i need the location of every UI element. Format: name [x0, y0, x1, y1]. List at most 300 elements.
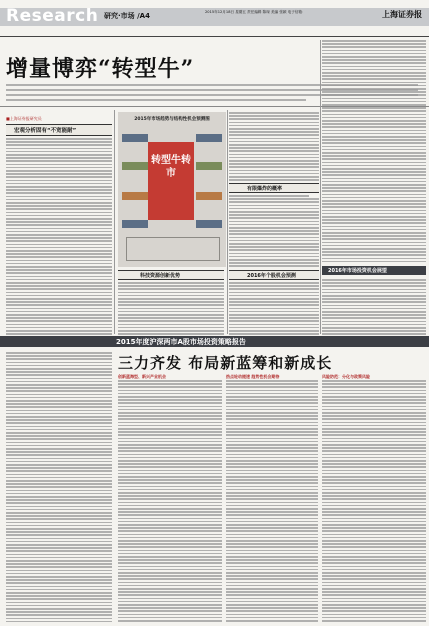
text-line — [322, 540, 426, 542]
text-line — [6, 173, 112, 175]
text-line — [322, 566, 426, 568]
text-line — [229, 134, 319, 136]
text-line — [6, 192, 112, 194]
text-line — [118, 601, 222, 603]
text-line — [6, 215, 112, 217]
infographic-center — [148, 142, 194, 220]
text-line — [118, 470, 222, 472]
text-line — [226, 505, 318, 507]
text-line — [226, 482, 318, 484]
text-line — [118, 473, 222, 475]
text-line — [6, 390, 112, 392]
text-line — [6, 324, 112, 326]
text-line — [322, 190, 426, 192]
text-line — [322, 292, 426, 294]
text-line — [118, 418, 222, 420]
text-line — [229, 221, 319, 223]
text-line — [322, 441, 426, 443]
text-line — [226, 409, 318, 411]
text-line — [6, 515, 112, 517]
text-line — [322, 492, 426, 494]
text-line — [6, 138, 112, 140]
text-line — [322, 425, 426, 427]
text-line — [322, 88, 426, 90]
text-line — [322, 279, 426, 281]
text-line — [6, 365, 112, 367]
text-line — [229, 147, 319, 149]
text-line — [322, 466, 426, 468]
text-line — [322, 261, 426, 263]
text-line — [322, 149, 426, 151]
text-line — [226, 492, 318, 494]
text-line — [6, 406, 112, 408]
text-line — [6, 480, 112, 482]
text-line — [6, 320, 112, 322]
text-line — [226, 470, 318, 472]
text-line — [229, 301, 319, 303]
text-line — [118, 543, 222, 545]
text-line — [226, 566, 318, 568]
text-line — [226, 575, 318, 577]
text-line — [322, 321, 426, 323]
text-line — [118, 546, 222, 548]
text-line — [118, 434, 222, 436]
text-line — [6, 576, 112, 578]
text-line — [226, 511, 318, 513]
text-line — [118, 298, 224, 300]
text-line — [226, 390, 318, 392]
text-line — [118, 425, 222, 427]
text-line — [6, 541, 112, 543]
text-line — [6, 362, 112, 364]
text-line — [6, 496, 112, 498]
text-line — [6, 614, 112, 616]
text-line — [226, 540, 318, 542]
text-line — [118, 527, 222, 529]
text-line — [229, 214, 319, 216]
text-line — [118, 537, 222, 539]
text-line — [229, 288, 319, 290]
text-line — [322, 386, 426, 388]
column-rule — [114, 110, 115, 334]
text-line — [6, 563, 112, 565]
text-line — [6, 464, 112, 466]
text-line — [322, 152, 426, 154]
text-line — [229, 317, 319, 319]
text-line — [118, 409, 222, 411]
text-line — [229, 141, 319, 143]
text-line — [118, 308, 224, 310]
text-line — [322, 489, 426, 491]
text-line — [118, 415, 222, 417]
text-line — [322, 56, 426, 58]
text-line — [226, 601, 318, 603]
text-line — [118, 396, 222, 398]
text-line — [226, 498, 318, 500]
page-header — [0, 0, 429, 36]
text-line — [6, 608, 112, 610]
text-line — [322, 69, 426, 71]
text-line — [322, 282, 426, 284]
text-line — [229, 125, 319, 127]
infographic-node — [196, 134, 222, 142]
text-line — [6, 490, 112, 492]
text-line — [226, 422, 318, 424]
text-line — [322, 146, 426, 148]
text-line — [322, 562, 426, 564]
text-line — [322, 486, 426, 488]
text-line — [6, 560, 112, 562]
text-line — [322, 232, 426, 234]
text-line — [322, 206, 426, 208]
text-line — [226, 457, 318, 459]
text-line — [322, 514, 426, 516]
text-line — [118, 604, 222, 606]
text-line — [6, 253, 112, 255]
text-line — [226, 454, 318, 456]
text-line — [226, 556, 318, 558]
text-line — [322, 598, 426, 600]
text-line — [229, 176, 319, 178]
text-line — [322, 457, 426, 459]
text-line — [322, 450, 426, 452]
text-line — [226, 553, 318, 555]
text-line — [229, 227, 319, 229]
text-line — [6, 263, 112, 265]
text-line — [6, 531, 112, 533]
text-line — [229, 217, 319, 219]
text-line — [322, 133, 426, 135]
dateline: 2015年12月18日 星期五 责任编辑 陈琛 美编 张颖 电子信箱： — [205, 10, 306, 14]
text-line — [322, 123, 426, 125]
text-line — [322, 591, 426, 593]
text-line — [6, 448, 112, 450]
text-line — [6, 176, 112, 178]
text-line — [322, 614, 426, 616]
text-line — [6, 573, 112, 575]
text-line — [322, 126, 426, 128]
text-line — [226, 463, 318, 465]
text-line — [118, 460, 222, 462]
text-line — [226, 514, 318, 516]
text-line — [226, 546, 318, 548]
text-line — [6, 157, 112, 159]
text-line — [226, 534, 318, 536]
text-line — [322, 85, 426, 87]
header-rule — [0, 36, 429, 37]
text-line — [322, 572, 426, 574]
text-line — [322, 203, 426, 205]
text-line — [322, 171, 426, 173]
text-line — [118, 422, 222, 424]
text-line — [322, 383, 426, 385]
text-line — [6, 413, 112, 415]
text-line — [226, 412, 318, 414]
text-line — [118, 617, 222, 619]
text-line — [322, 178, 426, 180]
text-line — [6, 202, 112, 204]
text-line — [322, 305, 426, 307]
text-line — [6, 470, 112, 472]
text-line — [322, 412, 426, 414]
text-line — [118, 457, 222, 459]
text-line — [118, 393, 222, 395]
text-line — [6, 330, 112, 332]
text-line — [226, 572, 318, 574]
text-line — [322, 245, 426, 247]
text-line — [322, 40, 426, 42]
text-line — [322, 498, 426, 500]
text-line — [118, 314, 224, 316]
text-line — [6, 400, 112, 402]
text-line — [118, 607, 222, 609]
text-line — [322, 222, 426, 224]
text-line — [229, 246, 319, 248]
section-head-1: 宏观分析固有“不宽能耐” — [6, 124, 112, 136]
text-line — [6, 148, 112, 150]
text-line — [118, 412, 222, 414]
text-line — [226, 425, 318, 427]
text-line — [322, 317, 426, 319]
text-line — [6, 595, 112, 597]
text-line — [6, 199, 112, 201]
text-line — [6, 295, 112, 297]
text-line — [322, 431, 426, 433]
text-line — [229, 282, 319, 284]
text-line — [6, 371, 112, 373]
text-line — [6, 397, 112, 399]
text-line — [6, 598, 112, 600]
text-line — [6, 454, 112, 456]
text-line — [226, 473, 318, 475]
text-line — [229, 304, 319, 306]
text-line — [229, 195, 309, 197]
text-line — [226, 447, 318, 449]
text-line — [6, 276, 112, 278]
text-line — [6, 493, 112, 495]
text-line — [322, 181, 426, 183]
text-line — [6, 292, 112, 294]
text-line — [226, 444, 318, 446]
text-line — [118, 482, 222, 484]
text-line — [322, 569, 426, 571]
text-line — [6, 410, 112, 412]
text-line — [322, 72, 426, 74]
text-line — [322, 258, 426, 260]
text-line — [322, 43, 426, 45]
text-line — [118, 502, 222, 504]
text-line — [226, 406, 318, 408]
text-line — [226, 614, 318, 616]
text-line — [6, 566, 112, 568]
text-line — [6, 554, 112, 556]
text-line — [118, 575, 222, 577]
text-line — [322, 311, 426, 313]
text-line — [6, 518, 112, 520]
text-line — [118, 454, 222, 456]
text-line — [322, 428, 426, 430]
text-line — [6, 467, 112, 469]
text-line — [322, 393, 426, 395]
text-line — [118, 511, 222, 513]
text-line — [322, 155, 426, 157]
text-line — [6, 586, 112, 588]
text-line — [226, 466, 318, 468]
text-line — [118, 588, 222, 590]
text-line — [229, 150, 319, 152]
text-line — [226, 598, 318, 600]
text-line — [118, 598, 222, 600]
text-line — [322, 601, 426, 603]
text-line — [226, 537, 318, 539]
text-line — [322, 59, 426, 61]
text-line — [229, 122, 319, 124]
text-line — [118, 492, 222, 494]
text-line — [6, 164, 112, 166]
text-line — [6, 218, 112, 220]
text-line — [229, 170, 319, 172]
text-line — [226, 502, 318, 504]
text-line — [226, 543, 318, 545]
text-line — [322, 91, 426, 93]
text-line — [6, 506, 112, 508]
text-line — [118, 399, 222, 401]
text-line — [118, 282, 224, 284]
text-line — [322, 578, 426, 580]
text-line — [229, 112, 319, 114]
text-line — [226, 399, 318, 401]
text-line — [118, 476, 222, 478]
text-line — [322, 447, 426, 449]
text-line — [322, 289, 426, 291]
text-line — [6, 522, 112, 524]
text-line — [6, 483, 112, 485]
author-tag: ■上海证券报研究员 — [6, 116, 42, 121]
text-line — [6, 196, 112, 198]
text-line — [322, 463, 426, 465]
text-line — [322, 502, 426, 504]
text-line — [118, 438, 222, 440]
text-line — [322, 101, 426, 103]
text-line — [229, 224, 319, 226]
text-line — [229, 265, 319, 267]
text-line — [6, 499, 112, 501]
text-line — [6, 285, 112, 287]
text-line — [229, 324, 319, 326]
text-line — [226, 559, 318, 561]
column-rule — [320, 40, 321, 334]
text-line — [6, 333, 112, 335]
text-line — [118, 444, 222, 446]
text-line — [226, 396, 318, 398]
text-line — [6, 557, 112, 559]
text-line — [6, 509, 112, 511]
text-line — [6, 154, 112, 156]
text-line — [322, 285, 426, 287]
bottom-banner: 2015年度沪深两市A股市场投资策略报告 — [0, 336, 429, 347]
text-line — [322, 158, 426, 160]
text-line — [322, 585, 426, 587]
text-line — [322, 298, 426, 300]
text-line — [322, 518, 426, 520]
text-line — [6, 445, 112, 447]
text-line — [6, 534, 112, 536]
text-line — [118, 295, 224, 297]
text-line — [118, 505, 222, 507]
text-line — [118, 524, 222, 526]
text-line — [322, 94, 426, 96]
text-line — [6, 416, 112, 418]
text-line — [118, 428, 222, 430]
text-line — [322, 617, 426, 619]
text-line — [6, 384, 112, 386]
text-line — [6, 429, 112, 431]
text-line — [6, 234, 112, 236]
text-line — [6, 237, 112, 239]
text-line — [6, 502, 112, 504]
section-head-4: 有限爆炸的概率 — [229, 183, 319, 193]
text-line — [322, 588, 426, 590]
text-line — [118, 550, 222, 552]
text-line — [118, 301, 224, 303]
text-line — [322, 139, 426, 141]
text-line — [226, 610, 318, 612]
text-line — [6, 224, 112, 226]
text-line — [322, 495, 426, 497]
text-line — [229, 118, 319, 120]
infographic-node — [122, 162, 148, 170]
text-line — [118, 317, 224, 319]
text-line — [322, 242, 426, 244]
text-line — [6, 208, 112, 210]
text-line — [322, 114, 426, 116]
text-line — [118, 530, 222, 532]
text-line — [229, 211, 319, 213]
text-line — [6, 387, 112, 389]
text-line — [6, 279, 112, 281]
text-line — [322, 130, 426, 132]
text-line — [6, 538, 112, 540]
text-line — [322, 556, 426, 558]
text-line — [6, 180, 112, 182]
text-line — [118, 498, 222, 500]
text-line — [118, 556, 222, 558]
infographic-center-text: 转型牛转市 — [151, 155, 191, 179]
text-line — [6, 250, 112, 252]
text-line — [226, 434, 318, 436]
text-line — [118, 514, 222, 516]
text-line — [226, 562, 318, 564]
text-line — [226, 415, 318, 417]
text-line — [322, 537, 426, 539]
text-line — [6, 144, 112, 146]
text-line — [322, 216, 426, 218]
text-line — [322, 66, 426, 68]
text-line — [322, 604, 426, 606]
text-line — [322, 521, 426, 523]
text-line — [6, 525, 112, 527]
text-line — [322, 418, 426, 420]
text-line — [6, 435, 112, 437]
text-line — [226, 585, 318, 587]
text-line — [118, 390, 222, 392]
text-line — [118, 386, 222, 388]
text-line — [322, 117, 426, 119]
text-line — [6, 212, 112, 214]
text-line — [229, 128, 319, 130]
text-line — [229, 256, 319, 258]
text-line — [6, 432, 112, 434]
